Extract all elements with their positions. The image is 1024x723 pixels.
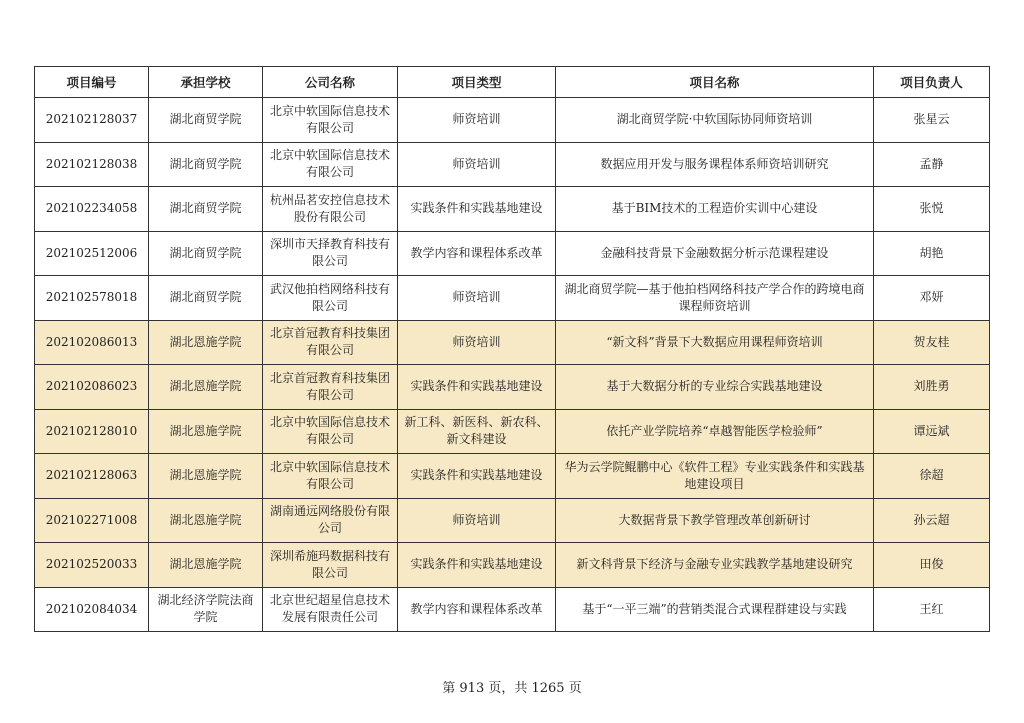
header-project-type: 项目类型 (398, 67, 556, 98)
header-project-name: 项目名称 (556, 67, 874, 98)
page-number: 第 913 页，共 1265 页 (442, 681, 582, 696)
cell-company: 北京中软国际信息技术有限公司 (263, 142, 398, 187)
table-row (35, 231, 990, 276)
cell-school: 湖北恩施学院 (149, 320, 263, 365)
cell-project-type: 师资培训 (398, 320, 556, 365)
cell-company: 北京首冠教育科技集团有限公司 (263, 365, 398, 410)
cell-project-leader: 张星云 (874, 98, 990, 143)
cell-project-id: 202102086013 (35, 320, 149, 365)
cell-project-type: 实践条件和实践基地建设 (398, 543, 556, 588)
cell-project-leader: 田俊 (874, 543, 990, 588)
cell-company: 杭州品茗安控信息技术股份有限公司 (263, 187, 398, 232)
cell-project-name: 基于“一平三端”的营销类混合式课程群建设与实践 (556, 587, 874, 632)
header-project-leader: 项目负责人 (874, 67, 990, 98)
cell-project-leader: 谭远斌 (874, 409, 990, 454)
cell-project-name: 金融科技背景下金融数据分析示范课程建设 (556, 231, 874, 276)
cell-project-name: 基于大数据分析的专业综合实践基地建设 (556, 365, 874, 410)
cell-school: 湖北商贸学院 (149, 231, 263, 276)
cell-company: 北京中软国际信息技术有限公司 (263, 98, 398, 143)
cell-project-name: 依托产业学院培养“卓越智能医学检验师” (556, 409, 874, 454)
cell-project-leader: 王红 (874, 587, 990, 632)
cell-project-id: 202102234058 (35, 187, 149, 232)
table-row (35, 498, 990, 543)
cell-project-leader: 胡艳 (874, 231, 990, 276)
cell-school: 湖北恩施学院 (149, 409, 263, 454)
cell-project-name: 湖北商贸学院·中软国际协同师资培训 (556, 98, 874, 143)
cell-company: 武汉他拍档网络科技有限公司 (263, 276, 398, 321)
cell-company: 北京中软国际信息技术有限公司 (263, 409, 398, 454)
cell-project-type: 实践条件和实践基地建设 (398, 365, 556, 410)
cell-company: 深圳市天择教育科技有限公司 (263, 231, 398, 276)
cell-project-leader: 贺友桂 (874, 320, 990, 365)
header-school: 承担学校 (149, 67, 263, 98)
cell-school: 湖北恩施学院 (149, 498, 263, 543)
cell-project-id: 202102520033 (35, 543, 149, 588)
cell-school: 湖北恩施学院 (149, 454, 263, 499)
cell-project-leader: 邓妍 (874, 276, 990, 321)
table-row (35, 409, 990, 454)
cell-project-type: 实践条件和实践基地建设 (398, 187, 556, 232)
cell-project-id: 202102128063 (35, 454, 149, 499)
cell-company: 北京首冠教育科技集团有限公司 (263, 320, 398, 365)
header-project-id: 项目编号 (35, 67, 149, 98)
cell-company: 深圳希施玛数据科技有限公司 (263, 543, 398, 588)
cell-school: 湖北经济学院法商学院 (149, 587, 263, 632)
cell-project-id: 202102086023 (35, 365, 149, 410)
table-row (35, 98, 990, 143)
cell-school: 湖北商贸学院 (149, 187, 263, 232)
cell-school: 湖北商贸学院 (149, 276, 263, 321)
table-row (35, 543, 990, 588)
cell-project-id: 202102084034 (35, 587, 149, 632)
cell-project-type: 师资培训 (398, 498, 556, 543)
cell-project-id: 202102128010 (35, 409, 149, 454)
cell-school: 湖北商贸学院 (149, 142, 263, 187)
cell-project-type: 实践条件和实践基地建设 (398, 454, 556, 499)
cell-project-leader: 徐超 (874, 454, 990, 499)
cell-project-id: 202102271008 (35, 498, 149, 543)
cell-project-id: 202102512006 (35, 231, 149, 276)
cell-project-type: 教学内容和课程体系改革 (398, 231, 556, 276)
cell-project-name: 大数据背景下教学管理改革创新研讨 (556, 498, 874, 543)
table-row (35, 187, 990, 232)
cell-project-name: 湖北商贸学院—基于他拍档网络科技产学合作的跨境电商课程师资培训 (556, 276, 874, 321)
cell-project-name: 新文科背景下经济与金融专业实践教学基地建设研究 (556, 543, 874, 588)
project-table (34, 66, 990, 632)
cell-school: 湖北恩施学院 (149, 365, 263, 410)
cell-company: 北京中软国际信息技术有限公司 (263, 454, 398, 499)
cell-project-type: 教学内容和课程体系改革 (398, 587, 556, 632)
cell-project-name: 数据应用开发与服务课程体系师资培训研究 (556, 142, 874, 187)
table-row (35, 320, 990, 365)
cell-project-name: “新文科”背景下大数据应用课程师资培训 (556, 320, 874, 365)
cell-project-type: 师资培训 (398, 142, 556, 187)
cell-project-id: 202102128037 (35, 98, 149, 143)
cell-project-type: 师资培训 (398, 98, 556, 143)
cell-project-leader: 孙云超 (874, 498, 990, 543)
cell-project-leader: 刘胜勇 (874, 365, 990, 410)
table-row (35, 587, 990, 632)
cell-company: 湖南通远网络股份有限公司 (263, 498, 398, 543)
cell-school: 湖北恩施学院 (149, 543, 263, 588)
table-row (35, 276, 990, 321)
cell-project-id: 202102128038 (35, 142, 149, 187)
table-row (35, 454, 990, 499)
cell-company: 北京世纪超星信息技术发展有限责任公司 (263, 587, 398, 632)
cell-project-name: 华为云学院鲲鹏中心《软件工程》专业实践条件和实践基地建设项目 (556, 454, 874, 499)
table-row (35, 365, 990, 410)
cell-project-leader: 孟静 (874, 142, 990, 187)
cell-project-leader: 张悦 (874, 187, 990, 232)
cell-project-name: 基于BIM技术的工程造价实训中心建设 (556, 187, 874, 232)
table-header-row (35, 67, 990, 98)
table-row (35, 142, 990, 187)
header-company: 公司名称 (263, 67, 398, 98)
cell-school: 湖北商贸学院 (149, 98, 263, 143)
cell-project-type: 师资培训 (398, 276, 556, 321)
cell-project-type: 新工科、新医科、新农科、新文科建设 (398, 409, 556, 454)
cell-project-id: 202102578018 (35, 276, 149, 321)
